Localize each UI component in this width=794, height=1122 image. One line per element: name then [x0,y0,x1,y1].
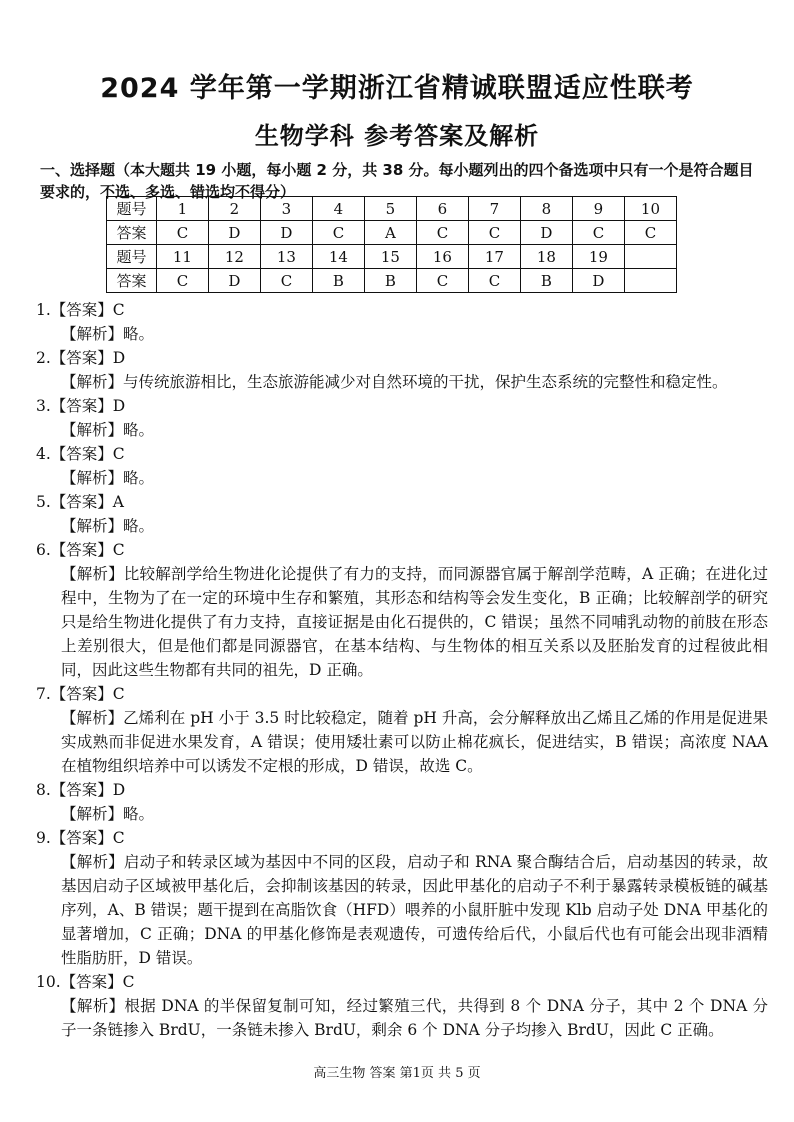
page-footer: 高三生物 答案 第1页 共 5 页 [313,1066,481,1081]
table-cell: 7 [468,197,520,221]
explanation-text: 【解析】略。 [61,517,155,535]
table-cell: 9 [572,197,624,221]
question-5 [36,490,768,538]
table-cell: 10 [624,197,676,221]
explanation-text: 【解析】根据 DNA 的半保留复制可知，经过繁殖三代，共得到 8 个 DNA 分子，其中 2 个 DNA 分子一条链掺入 BrdU，一条链未掺入 BrdU，剩余 6 个 DNA 分子均掺入 BrdU，因此 C 正确。 [61,997,768,1039]
table-cell: 题号 [107,197,157,221]
answer-line [36,298,768,322]
table-cell: C [468,269,520,293]
question-9 [36,826,768,970]
table-cell: 2 [208,197,260,221]
table-cell: 8 [520,197,572,221]
answer-text: 【答案】A [50,493,124,511]
question-number: 2. [36,349,51,367]
question-number: 7. [36,685,51,703]
question-6 [36,538,768,682]
answer-line [36,682,768,706]
question-number: 3. [36,397,51,415]
table-cell: 1 [156,197,208,221]
question-8 [36,778,768,826]
question-number: 10. [36,973,61,991]
table-cell: 答案 [107,221,157,245]
explanation-text: 【解析】略。 [61,469,155,487]
answer-line [36,826,768,850]
answer-line [36,346,768,370]
table-cell: D [208,221,260,245]
table-cell: 11 [156,245,208,269]
answer-text: 【答案】C [50,685,125,703]
question-number: 4. [36,445,51,463]
answer-text: 【答案】C [60,973,135,991]
section-heading: 一、选择题（本大题共 19 小题，每小题 2 分，共 38 分。每小题列出的四个备选项中只有一个是符合题目要求的，不选、多选、错选均不得分） [40,161,754,201]
table-cell: 3 [260,197,312,221]
table-cell: 16 [416,245,468,269]
answer-text: 【答案】D [50,349,126,367]
answer-text: 【答案】D [50,781,126,799]
table-cell [624,245,676,269]
question-3 [36,394,768,442]
explanation-text: 【解析】比较解剖学给生物进化论提供了有力的支持，而同源器官属于解剖学范畴，A 正确；在进化过程中，生物为了在一定的环境中生存和繁殖，其形态和结构等会发生变化，B 正确；比较解剖学的研究只是给生物进化提供了有力支持，直接证据是由化石提供的，C 错误；虽然不同哺乳动物的前肢在形态上差别很大，但是他们都是同源器官，在基本结构、与生物体的相互关系以及胚胎发育的过程彼此相同，因此这些生物都有共同的祖先，D 正确。 [61,565,768,679]
table-row [107,197,677,221]
answer-line [36,442,768,466]
explanation-text: 【解析】略。 [61,325,155,343]
table-cell: 17 [468,245,520,269]
table-row [107,221,677,245]
question-number: 6. [36,541,51,559]
page-title: 2024 学年第一学期浙江省精诚联盟适应性联考 [100,73,694,104]
explanation-text: 【解析】略。 [61,421,155,439]
table-cell: D [572,269,624,293]
table-cell: D [260,221,312,245]
table-cell: C [156,269,208,293]
explanation-text: 【解析】与传统旅游相比，生态旅游能减少对自然环境的干扰，保护生态系统的完整性和稳定性。 [61,373,728,391]
table-cell: C [312,221,364,245]
table-cell: C [624,221,676,245]
table-cell: D [520,221,572,245]
table-cell: 19 [572,245,624,269]
answer-line [36,394,768,418]
page-subtitle: 生物学科 参考答案及解析 [254,122,540,150]
answer-line [36,970,768,994]
table-cell: D [208,269,260,293]
table-row [107,245,677,269]
table-cell: 题号 [107,245,157,269]
answer-text: 【答案】D [50,397,126,415]
question-2 [36,346,768,394]
table-cell: B [520,269,572,293]
question-7 [36,682,768,778]
question-1 [36,298,768,346]
table-cell: 答案 [107,269,157,293]
table-cell: 18 [520,245,572,269]
answer-line [36,538,768,562]
table-cell: B [364,269,416,293]
table-cell: 12 [208,245,260,269]
table-cell: B [312,269,364,293]
question-number: 5. [36,493,51,511]
table-cell: 6 [416,197,468,221]
explanation-text: 【解析】乙烯利在 pH 小于 3.5 时比较稳定，随着 pH 升高，会分解释放出乙烯且乙烯的作用是促进果实成熟而非促进水果发育，A 错误；使用矮壮素可以防止棉花疯长，促进结实，B 错误；高浓度 NAA 在植物组织培养中可以诱发不定根的形成，D 错误，故选 C。 [61,709,768,775]
explanation-text: 【解析】略。 [61,805,155,823]
question-number: 9. [36,829,51,847]
table-cell: 14 [312,245,364,269]
table-cell: C [156,221,208,245]
table-cell: C [416,221,468,245]
answer-table [106,196,677,293]
table-cell: C [416,269,468,293]
answer-text: 【答案】C [50,829,125,847]
table-row [107,269,677,293]
table-cell: 15 [364,245,416,269]
table-cell: 13 [260,245,312,269]
answer-text: 【答案】C [50,301,125,319]
table-cell [624,269,676,293]
answer-text: 【答案】C [50,541,125,559]
explanation-text: 【解析】启动子和转录区域为基因中不同的区段，启动子和 RNA 聚合酶结合后，启动基因的转录，故基因启动子区域被甲基化后，会抑制该基因的转录，因此甲基化的启动子不利于暴露转录模板链的碱基序列，A、B 错误；题干提到在高脂饮食（HFD）喂养的小鼠肝脏中发现 Klb 启动子处 DNA 甲基化的显著增加，C 正确；DNA 的甲基化修饰是表观遗传，可遗传给后代，小鼠后代也有可能会出现非酒精性脂肪肝，D 错误。 [61,853,768,967]
table-cell: 5 [364,197,416,221]
answer-line [36,778,768,802]
answer-text: 【答案】C [50,445,125,463]
table-cell: A [364,221,416,245]
question-number: 1. [36,301,51,319]
table-cell: C [260,269,312,293]
question-number: 8. [36,781,51,799]
question-10 [36,970,768,1042]
question-4 [36,442,768,490]
answer-line [36,490,768,514]
table-cell: C [572,221,624,245]
table-cell: 4 [312,197,364,221]
table-cell: C [468,221,520,245]
